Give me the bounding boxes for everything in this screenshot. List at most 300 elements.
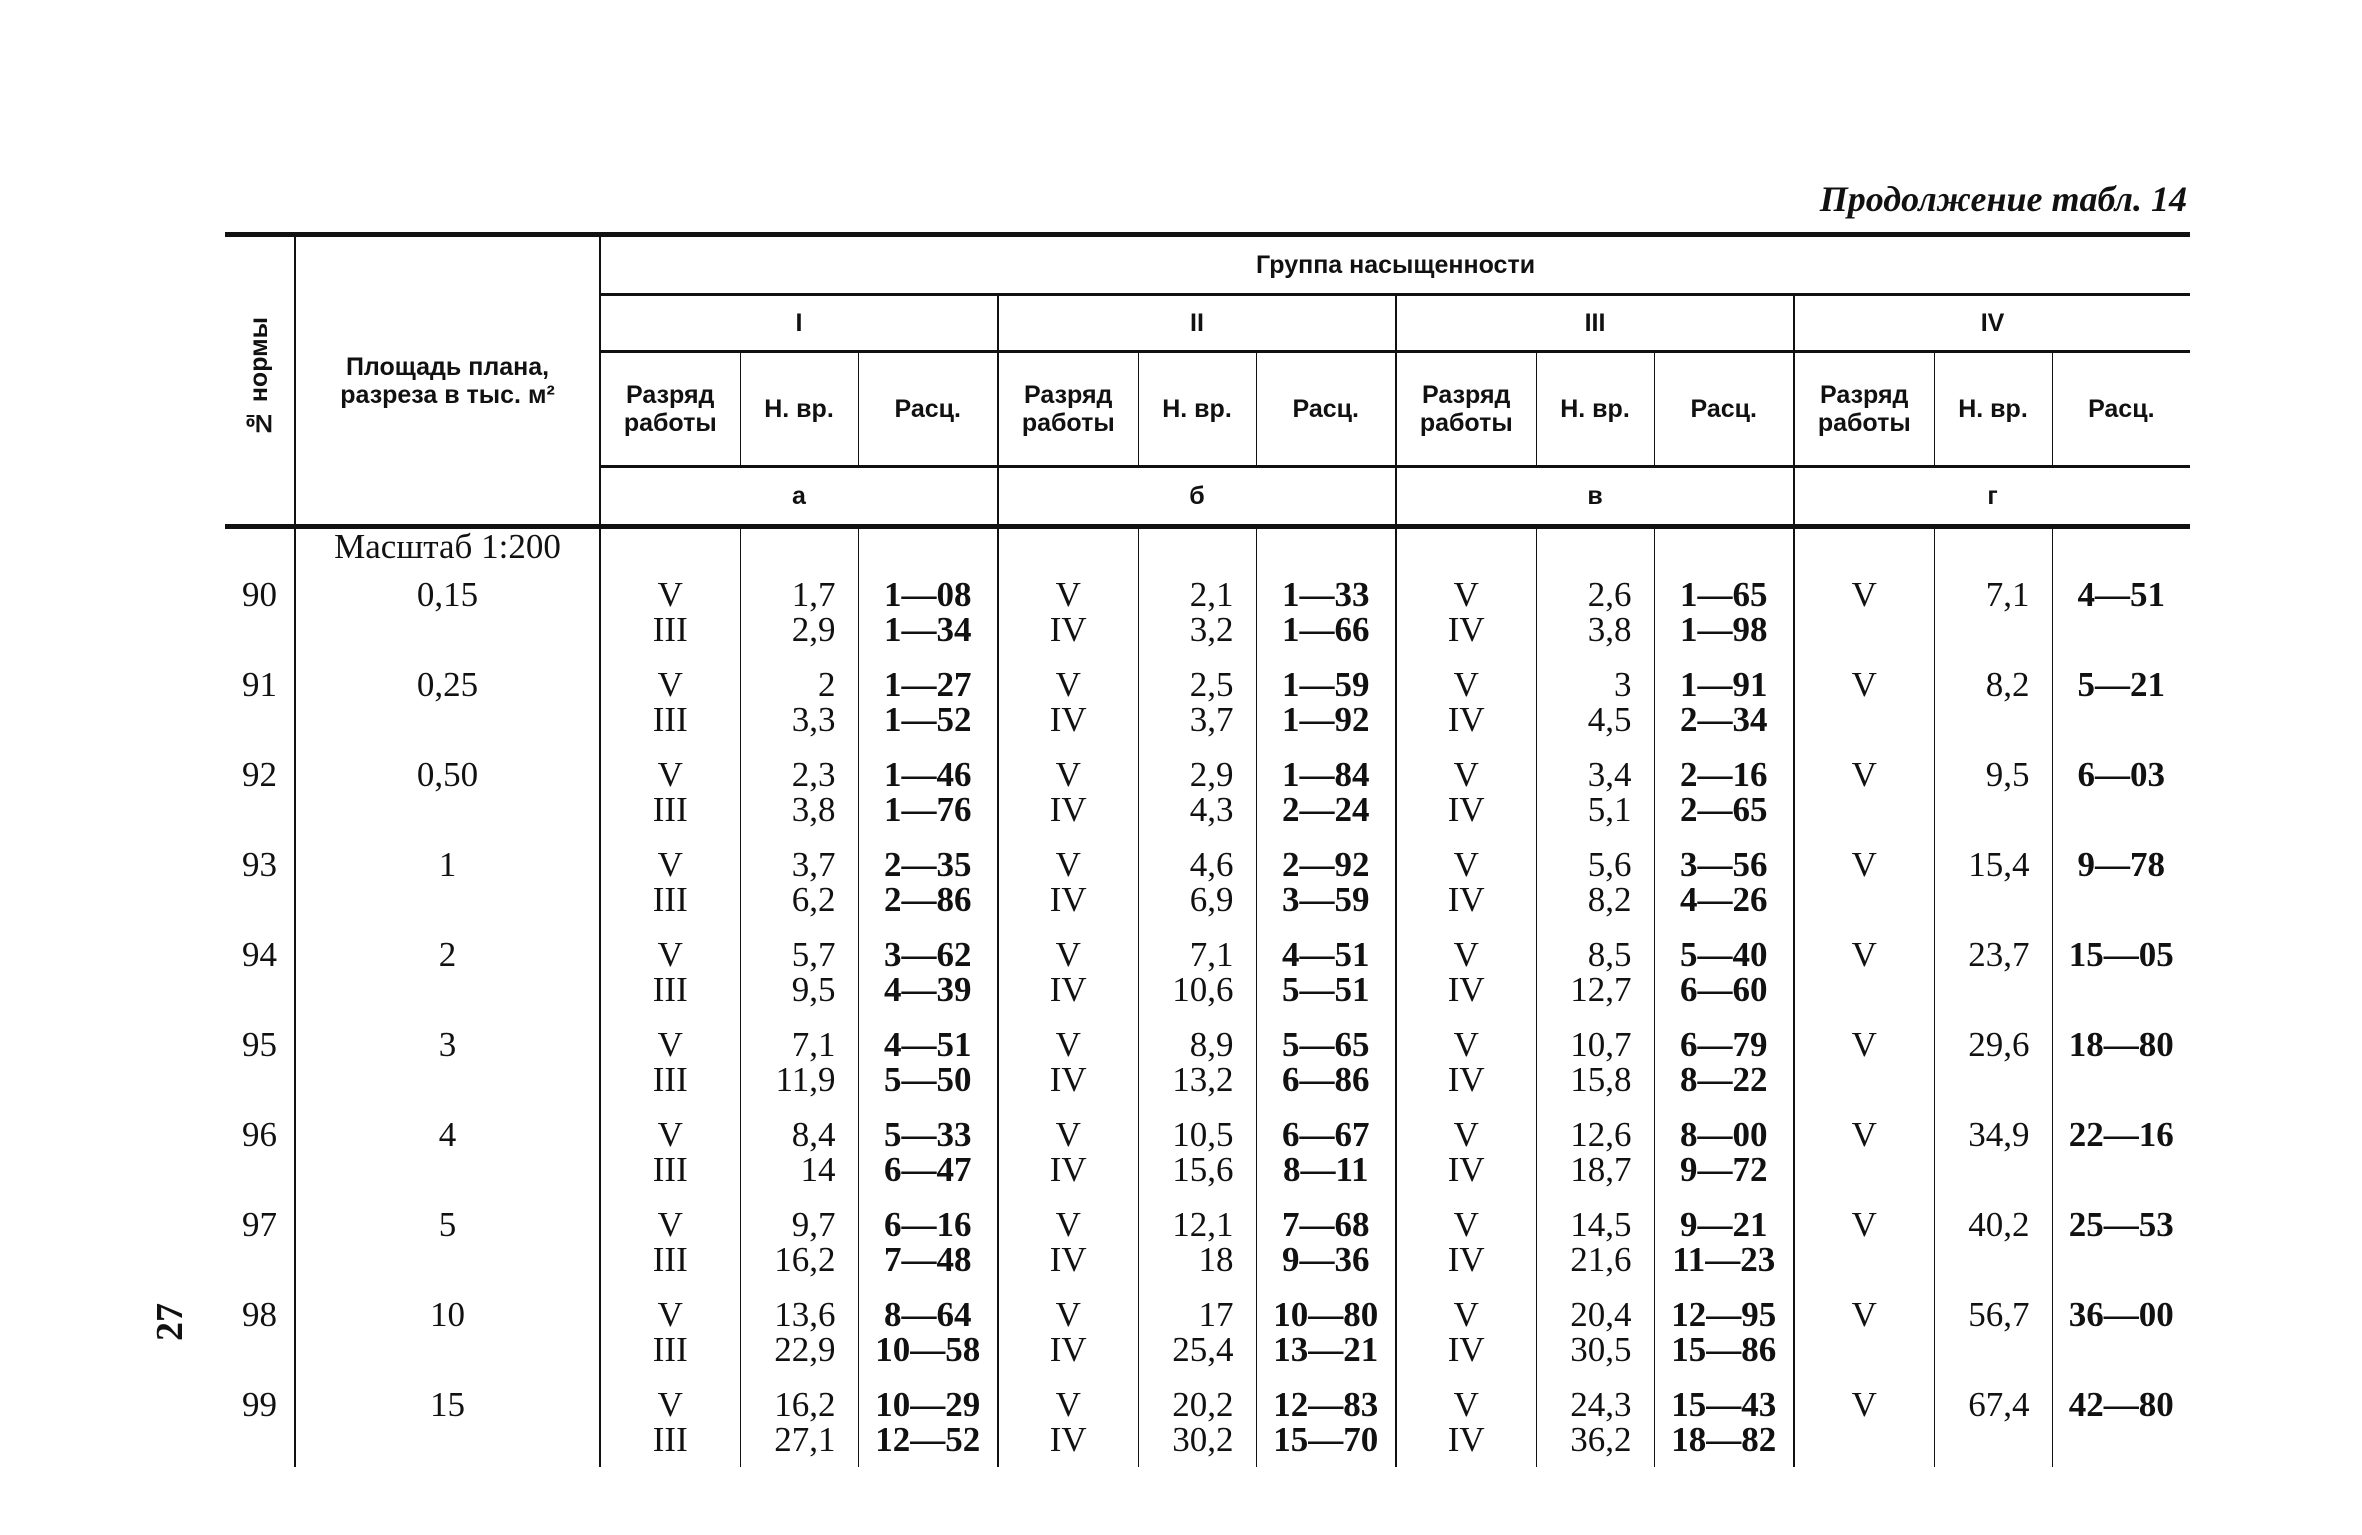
rank-cell-line: III bbox=[652, 880, 688, 919]
time-cell: 9,5 bbox=[1934, 747, 2052, 837]
rank-cell bbox=[1396, 1017, 1536, 1107]
table-caption: Продолжение табл. 14 bbox=[1819, 179, 2187, 219]
rate-cell-line: 15—70 bbox=[1273, 1420, 1379, 1459]
area-value: 15 bbox=[295, 1377, 600, 1467]
time-cell-line: 6,9 bbox=[1189, 880, 1234, 919]
rank-cell bbox=[600, 1287, 740, 1377]
rate-cell bbox=[858, 657, 998, 747]
rate-cell-line: 1—33 bbox=[1282, 575, 1370, 614]
rank-cell-line: IV bbox=[1447, 790, 1485, 829]
rank-cell-line: IV bbox=[1447, 1060, 1485, 1099]
rate-cell-line: 12—52 bbox=[875, 1420, 981, 1459]
rate-cell-line: 9—72 bbox=[1680, 1150, 1768, 1189]
rank-cell bbox=[600, 747, 740, 837]
rank-cell bbox=[600, 657, 740, 747]
rank-cell-line: III bbox=[652, 1240, 688, 1279]
rank-cell-line: III bbox=[652, 970, 688, 1009]
norm-number: 93 bbox=[242, 845, 277, 884]
rate-cell bbox=[1654, 1107, 1794, 1197]
rank-cell-line: V bbox=[657, 1025, 683, 1064]
time-header: Н. вр. bbox=[740, 352, 858, 467]
time-cell-line: 25,4 bbox=[1172, 1330, 1234, 1369]
time-cell-line: 12,7 bbox=[1570, 970, 1632, 1009]
rank-cell-line: IV bbox=[1049, 970, 1087, 1009]
rate-cell-line: 7—68 bbox=[1282, 1205, 1370, 1244]
time-cell-line: 10,6 bbox=[1172, 970, 1234, 1009]
col-area-header: Площадь плана, разреза в тыс. м² bbox=[295, 235, 600, 527]
time-cell: 34,9 bbox=[1934, 1107, 2052, 1197]
letter-a-header: а bbox=[600, 467, 998, 527]
norm-number: 90 bbox=[242, 575, 277, 614]
rate-cell-line: 6—16 bbox=[884, 1205, 972, 1244]
rank-cell: V bbox=[1794, 927, 1934, 1017]
rank-cell: V bbox=[1794, 1197, 1934, 1287]
rank-cell bbox=[998, 927, 1138, 1017]
time-cell-line: 24,3 bbox=[1570, 1385, 1632, 1424]
section-row bbox=[225, 527, 2190, 568]
rank-cell bbox=[600, 567, 740, 657]
rank-cell-line: III bbox=[652, 1060, 688, 1099]
area-value: 5 bbox=[295, 1197, 600, 1287]
group-header: Группа насыщенности bbox=[600, 235, 2190, 295]
rank-cell bbox=[600, 927, 740, 1017]
rank-header: Разряд работы bbox=[998, 352, 1138, 467]
time-cell: 40,2 bbox=[1934, 1197, 2052, 1287]
rank-cell-line: V bbox=[1055, 1295, 1081, 1334]
rank-cell bbox=[1396, 1287, 1536, 1377]
table-row bbox=[225, 927, 2190, 1017]
time-cell-line: 10,7 bbox=[1570, 1025, 1632, 1064]
rank-cell-line: V bbox=[1055, 1385, 1081, 1424]
time-cell-line: 30,2 bbox=[1172, 1420, 1234, 1459]
col-norm-number-header: № нормы bbox=[225, 235, 295, 527]
rate-cell-line: 2—34 bbox=[1680, 700, 1768, 739]
rate-cell-line: 12—83 bbox=[1273, 1385, 1379, 1424]
rate-cell bbox=[1654, 927, 1794, 1017]
norm-number: 98 bbox=[242, 1295, 277, 1334]
rate-cell-line: 8—00 bbox=[1680, 1115, 1768, 1154]
rate-cell-line: 1—91 bbox=[1680, 665, 1768, 704]
rate-cell-line: 15—43 bbox=[1671, 1385, 1777, 1424]
time-cell-line: 3,7 bbox=[791, 845, 836, 884]
rate-cell bbox=[1256, 1017, 1396, 1107]
time-cell-line: 22,9 bbox=[774, 1330, 836, 1369]
rank-cell-line: III bbox=[652, 1420, 688, 1459]
time-cell-line: 17 bbox=[1198, 1295, 1234, 1334]
rank-cell-line: IV bbox=[1049, 790, 1087, 829]
rank-cell-line: IV bbox=[1447, 700, 1485, 739]
rate-cell bbox=[858, 1197, 998, 1287]
rate-cell-line: 7—48 bbox=[884, 1240, 972, 1279]
rate-cell bbox=[858, 927, 998, 1017]
time-cell bbox=[740, 927, 858, 1017]
time-cell-line: 18,7 bbox=[1570, 1150, 1632, 1189]
rate-cell bbox=[1256, 1377, 1396, 1467]
time-cell-line: 2,5 bbox=[1189, 665, 1234, 704]
norm-number: 99 bbox=[242, 1385, 277, 1424]
time-cell bbox=[740, 1107, 858, 1197]
rank-cell bbox=[1396, 927, 1536, 1017]
time-cell bbox=[1138, 747, 1256, 837]
time-cell-line: 2,9 bbox=[1189, 755, 1234, 794]
rank-cell-line: III bbox=[652, 1330, 688, 1369]
rank-cell-line: V bbox=[1055, 1025, 1081, 1064]
rank-cell bbox=[1396, 1377, 1536, 1467]
time-cell bbox=[740, 567, 858, 657]
time-cell-line: 5,7 bbox=[791, 935, 836, 974]
rate-cell-line: 5—33 bbox=[884, 1115, 972, 1154]
time-cell bbox=[1536, 1017, 1654, 1107]
norm-number: 95 bbox=[242, 1025, 277, 1064]
rate-cell: 6—03 bbox=[2052, 747, 2190, 837]
rank-cell-line: V bbox=[657, 1295, 683, 1334]
rate-cell: 36—00 bbox=[2052, 1287, 2190, 1377]
rank-cell bbox=[998, 837, 1138, 927]
rank-cell-line: V bbox=[657, 1115, 683, 1154]
rate-cell bbox=[1256, 837, 1396, 927]
rank-cell-line: V bbox=[1453, 1025, 1479, 1064]
rank-cell bbox=[998, 747, 1138, 837]
rank-cell-line: IV bbox=[1447, 1330, 1485, 1369]
rate-cell-line: 10—58 bbox=[875, 1330, 981, 1369]
rate-cell-line: 1—66 bbox=[1282, 610, 1370, 649]
rate-cell-line: 1—52 bbox=[884, 700, 972, 739]
rank-cell: V bbox=[1794, 1377, 1934, 1467]
rate-header: Расц. bbox=[1654, 352, 1794, 467]
time-cell bbox=[1536, 567, 1654, 657]
rate-cell bbox=[1654, 1287, 1794, 1377]
letter-v-header: в bbox=[1396, 467, 1794, 527]
rate-cell bbox=[1256, 657, 1396, 747]
time-cell-line: 4,6 bbox=[1189, 845, 1234, 884]
rank-cell-line: IV bbox=[1447, 1240, 1485, 1279]
time-cell bbox=[1138, 567, 1256, 657]
time-cell-line: 6,2 bbox=[791, 880, 836, 919]
rank-cell-line: IV bbox=[1447, 1150, 1485, 1189]
time-cell-line: 16,2 bbox=[774, 1240, 836, 1279]
table-row bbox=[225, 657, 2190, 747]
time-header: Н. вр. bbox=[1138, 352, 1256, 467]
rate-cell-line: 3—59 bbox=[1282, 880, 1370, 919]
rank-cell-line: IV bbox=[1049, 1240, 1087, 1279]
rate-cell bbox=[858, 1287, 998, 1377]
rate-cell bbox=[1654, 747, 1794, 837]
rate-cell-line: 1—92 bbox=[1282, 700, 1370, 739]
rate-cell-line: 3—62 bbox=[884, 935, 972, 974]
rate-cell-line: 1—59 bbox=[1282, 665, 1370, 704]
rate-cell-line: 10—29 bbox=[875, 1385, 981, 1424]
rate-cell-line: 8—11 bbox=[1282, 1150, 1369, 1189]
rank-cell bbox=[1396, 837, 1536, 927]
rate-cell-line: 6—86 bbox=[1282, 1060, 1370, 1099]
time-cell-line: 20,2 bbox=[1172, 1385, 1234, 1424]
rate-cell bbox=[858, 1017, 998, 1107]
rate-cell-line: 10—80 bbox=[1273, 1295, 1379, 1334]
rank-cell-line: III bbox=[652, 790, 688, 829]
rank-cell-line: V bbox=[1453, 845, 1479, 884]
rate-cell-line: 6—47 bbox=[884, 1150, 972, 1189]
time-cell-line: 15,6 bbox=[1172, 1150, 1234, 1189]
group-ii-header: II bbox=[998, 295, 1396, 352]
time-cell-line: 10,5 bbox=[1172, 1115, 1234, 1154]
time-cell-line: 7,1 bbox=[791, 1025, 836, 1064]
rate-cell-line: 1—65 bbox=[1680, 575, 1768, 614]
time-cell-line: 20,4 bbox=[1570, 1295, 1632, 1334]
time-cell-line: 5,1 bbox=[1587, 790, 1632, 829]
time-cell-line: 12,6 bbox=[1570, 1115, 1632, 1154]
rate-cell-line: 13—21 bbox=[1273, 1330, 1379, 1369]
time-cell bbox=[1138, 1287, 1256, 1377]
rank-cell-line: V bbox=[1453, 755, 1479, 794]
rate-cell-line: 12—95 bbox=[1671, 1295, 1777, 1334]
table-row bbox=[225, 837, 2190, 927]
time-cell-line: 8,5 bbox=[1587, 935, 1632, 974]
rank-cell-line: IV bbox=[1049, 610, 1087, 649]
time-cell bbox=[740, 1377, 858, 1467]
rate-cell-line: 1—08 bbox=[884, 575, 972, 614]
rank-cell-line: V bbox=[1055, 665, 1081, 704]
table-row bbox=[225, 1287, 2190, 1377]
time-cell-line: 13,6 bbox=[774, 1295, 836, 1334]
letter-g-header: г bbox=[1794, 467, 2190, 527]
time-cell-line: 21,6 bbox=[1570, 1240, 1632, 1279]
time-cell-line: 8,9 bbox=[1189, 1025, 1234, 1064]
rank-cell bbox=[998, 1377, 1138, 1467]
rate-cell: 22—16 bbox=[2052, 1107, 2190, 1197]
group-iii-header: III bbox=[1396, 295, 1794, 352]
rate-header: Расц. bbox=[1256, 352, 1396, 467]
rank-cell-line: IV bbox=[1447, 1420, 1485, 1459]
time-cell bbox=[1138, 657, 1256, 747]
rank-cell-line: V bbox=[1453, 1115, 1479, 1154]
rate-cell-line: 6—67 bbox=[1282, 1115, 1370, 1154]
table-row bbox=[225, 1377, 2190, 1467]
rate-cell-line: 1—27 bbox=[884, 665, 972, 704]
rank-cell bbox=[1396, 1197, 1536, 1287]
rank-cell: V bbox=[1794, 1107, 1934, 1197]
rank-cell-line: V bbox=[657, 845, 683, 884]
rate-cell-line: 4—26 bbox=[1680, 880, 1768, 919]
rank-cell-line: IV bbox=[1049, 1420, 1087, 1459]
time-cell bbox=[1138, 837, 1256, 927]
time-cell-line: 11,9 bbox=[775, 1060, 836, 1099]
time-cell bbox=[740, 1287, 858, 1377]
time-cell-line: 14 bbox=[800, 1150, 836, 1189]
time-cell bbox=[1536, 657, 1654, 747]
time-cell-line: 8,4 bbox=[791, 1115, 836, 1154]
rate-cell-line: 1—34 bbox=[884, 610, 972, 649]
rate-cell bbox=[1654, 567, 1794, 657]
group-i-header: I bbox=[600, 295, 998, 352]
rank-cell-line: IV bbox=[1049, 880, 1087, 919]
norm-number: 92 bbox=[242, 755, 277, 794]
rank-cell-line: III bbox=[652, 1150, 688, 1189]
rank-cell-line: V bbox=[1055, 575, 1081, 614]
rank-cell: V bbox=[1794, 837, 1934, 927]
time-cell bbox=[1536, 1287, 1654, 1377]
time-cell bbox=[740, 1017, 858, 1107]
rank-cell-line: V bbox=[657, 665, 683, 704]
rank-cell-line: IV bbox=[1049, 1150, 1087, 1189]
rate-cell-line: 5—40 bbox=[1680, 935, 1768, 974]
time-cell-line: 4,5 bbox=[1587, 700, 1632, 739]
time-cell bbox=[740, 747, 858, 837]
time-cell: 15,4 bbox=[1934, 837, 2052, 927]
rate-cell bbox=[1654, 1017, 1794, 1107]
rank-cell-line: V bbox=[1055, 755, 1081, 794]
rate-cell: 25—53 bbox=[2052, 1197, 2190, 1287]
time-cell-line: 7,1 bbox=[1189, 935, 1234, 974]
rate-cell bbox=[1256, 927, 1396, 1017]
rate-cell: 18—80 bbox=[2052, 1017, 2190, 1107]
rate-cell bbox=[1256, 747, 1396, 837]
rate-cell-line: 3—56 bbox=[1680, 845, 1768, 884]
rate-cell-line: 4—39 bbox=[884, 970, 972, 1009]
rate-cell bbox=[1654, 1197, 1794, 1287]
rate-cell-line: 2—86 bbox=[884, 880, 972, 919]
time-cell-line: 2,6 bbox=[1587, 575, 1632, 614]
area-value: 1 bbox=[295, 837, 600, 927]
time-cell-line: 2 bbox=[818, 665, 836, 704]
time-cell: 67,4 bbox=[1934, 1377, 2052, 1467]
rate-cell: 4—51 bbox=[2052, 567, 2190, 657]
letter-b-header: б bbox=[998, 467, 1396, 527]
group-iv-header: IV bbox=[1794, 295, 2190, 352]
table-row bbox=[225, 747, 2190, 837]
rank-cell-line: V bbox=[1453, 1295, 1479, 1334]
time-cell bbox=[1536, 1377, 1654, 1467]
time-cell bbox=[1536, 1107, 1654, 1197]
time-cell-line: 2,1 bbox=[1189, 575, 1234, 614]
time-cell-line: 2,9 bbox=[791, 610, 836, 649]
rank-header: Разряд работы bbox=[1396, 352, 1536, 467]
rank-cell-line: V bbox=[657, 755, 683, 794]
rate-header: Расц. bbox=[2052, 352, 2190, 467]
rate-cell-line: 15—86 bbox=[1671, 1330, 1777, 1369]
rate-cell-line: 6—79 bbox=[1680, 1025, 1768, 1064]
time-cell-line: 36,2 bbox=[1570, 1420, 1632, 1459]
rate-cell-line: 8—22 bbox=[1680, 1060, 1768, 1099]
rate-cell-line: 1—76 bbox=[884, 790, 972, 829]
rate-cell bbox=[858, 1107, 998, 1197]
rate-cell-line: 2—35 bbox=[884, 845, 972, 884]
rate-cell bbox=[1654, 657, 1794, 747]
area-value: 0,15 bbox=[295, 567, 600, 657]
rate-cell bbox=[858, 747, 998, 837]
rank-cell bbox=[1396, 567, 1536, 657]
time-cell-line: 12,1 bbox=[1172, 1205, 1234, 1244]
rank-cell-line: IV bbox=[1447, 610, 1485, 649]
time-cell bbox=[740, 1197, 858, 1287]
rank-cell bbox=[600, 837, 740, 927]
rank-cell-line: V bbox=[1453, 1385, 1479, 1424]
rate-cell-line: 4—51 bbox=[1282, 935, 1370, 974]
area-value: 3 bbox=[295, 1017, 600, 1107]
rank-cell: V bbox=[1794, 1017, 1934, 1107]
rate-cell-line: 1—46 bbox=[884, 755, 972, 794]
rank-cell bbox=[600, 1197, 740, 1287]
time-cell-line: 27,1 bbox=[774, 1420, 836, 1459]
rate-cell bbox=[858, 1377, 998, 1467]
table-row bbox=[225, 567, 2190, 657]
time-cell: 29,6 bbox=[1934, 1017, 2052, 1107]
rank-cell bbox=[1396, 1107, 1536, 1197]
rank-cell bbox=[998, 1107, 1138, 1197]
rate-cell bbox=[1256, 1107, 1396, 1197]
rank-cell-line: V bbox=[1453, 575, 1479, 614]
rate-cell-line: 8—64 bbox=[884, 1295, 972, 1334]
time-cell-line: 15,8 bbox=[1570, 1060, 1632, 1099]
time-cell bbox=[1138, 927, 1256, 1017]
rank-cell: V bbox=[1794, 1287, 1934, 1377]
rank-cell bbox=[600, 1107, 740, 1197]
time-cell-line: 5,6 bbox=[1587, 845, 1632, 884]
time-cell-line: 3,2 bbox=[1189, 610, 1234, 649]
norm-number: 94 bbox=[242, 935, 277, 974]
time-cell-line: 3,8 bbox=[1587, 610, 1632, 649]
time-cell bbox=[1536, 747, 1654, 837]
table-row bbox=[225, 1017, 2190, 1107]
rate-cell-line: 1—98 bbox=[1680, 610, 1768, 649]
time-header: Н. вр. bbox=[1934, 352, 2052, 467]
time-cell-line: 16,2 bbox=[774, 1385, 836, 1424]
rank-cell-line: III bbox=[652, 610, 688, 649]
norms-table bbox=[225, 232, 2190, 1467]
table-row bbox=[225, 1197, 2190, 1287]
time-cell: 7,1 bbox=[1934, 567, 2052, 657]
rank-cell-line: V bbox=[1055, 1115, 1081, 1154]
time-cell-line: 1,7 bbox=[791, 575, 836, 614]
rank-cell bbox=[600, 1377, 740, 1467]
rate-cell bbox=[1256, 1287, 1396, 1377]
rate-cell-line: 9—21 bbox=[1680, 1205, 1768, 1244]
time-cell-line: 9,7 bbox=[791, 1205, 836, 1244]
rate-cell: 9—78 bbox=[2052, 837, 2190, 927]
time-cell bbox=[1536, 927, 1654, 1017]
rank-header: Разряд работы bbox=[600, 352, 740, 467]
rank-cell bbox=[998, 567, 1138, 657]
rate-cell-line: 2—24 bbox=[1282, 790, 1370, 829]
rank-cell bbox=[998, 1197, 1138, 1287]
norm-number: 97 bbox=[242, 1205, 277, 1244]
rank-cell-line: V bbox=[1055, 845, 1081, 884]
area-value: 0,25 bbox=[295, 657, 600, 747]
time-cell-line: 8,2 bbox=[1587, 880, 1632, 919]
time-cell-line: 3,7 bbox=[1189, 700, 1234, 739]
rate-cell bbox=[1654, 1377, 1794, 1467]
rate-cell-line: 2—92 bbox=[1282, 845, 1370, 884]
rank-cell-line: V bbox=[657, 575, 683, 614]
rank-cell bbox=[1396, 747, 1536, 837]
rank-cell bbox=[998, 657, 1138, 747]
rate-cell-line: 9—36 bbox=[1282, 1240, 1370, 1279]
rank-cell-line: V bbox=[1453, 665, 1479, 704]
rank-cell bbox=[998, 1287, 1138, 1377]
rate-header: Расц. bbox=[858, 352, 998, 467]
time-cell bbox=[1536, 1197, 1654, 1287]
rate-cell: 5—21 bbox=[2052, 657, 2190, 747]
rank-cell-line: V bbox=[1055, 1205, 1081, 1244]
rate-cell bbox=[858, 837, 998, 927]
time-cell-line: 2,3 bbox=[791, 755, 836, 794]
time-cell-line: 4,3 bbox=[1189, 790, 1234, 829]
rate-cell-line: 1—84 bbox=[1282, 755, 1370, 794]
time-cell-line: 13,2 bbox=[1172, 1060, 1234, 1099]
rate-cell-line: 2—65 bbox=[1680, 790, 1768, 829]
rate-cell: 15—05 bbox=[2052, 927, 2190, 1017]
time-cell: 56,7 bbox=[1934, 1287, 2052, 1377]
time-cell-line: 30,5 bbox=[1570, 1330, 1632, 1369]
